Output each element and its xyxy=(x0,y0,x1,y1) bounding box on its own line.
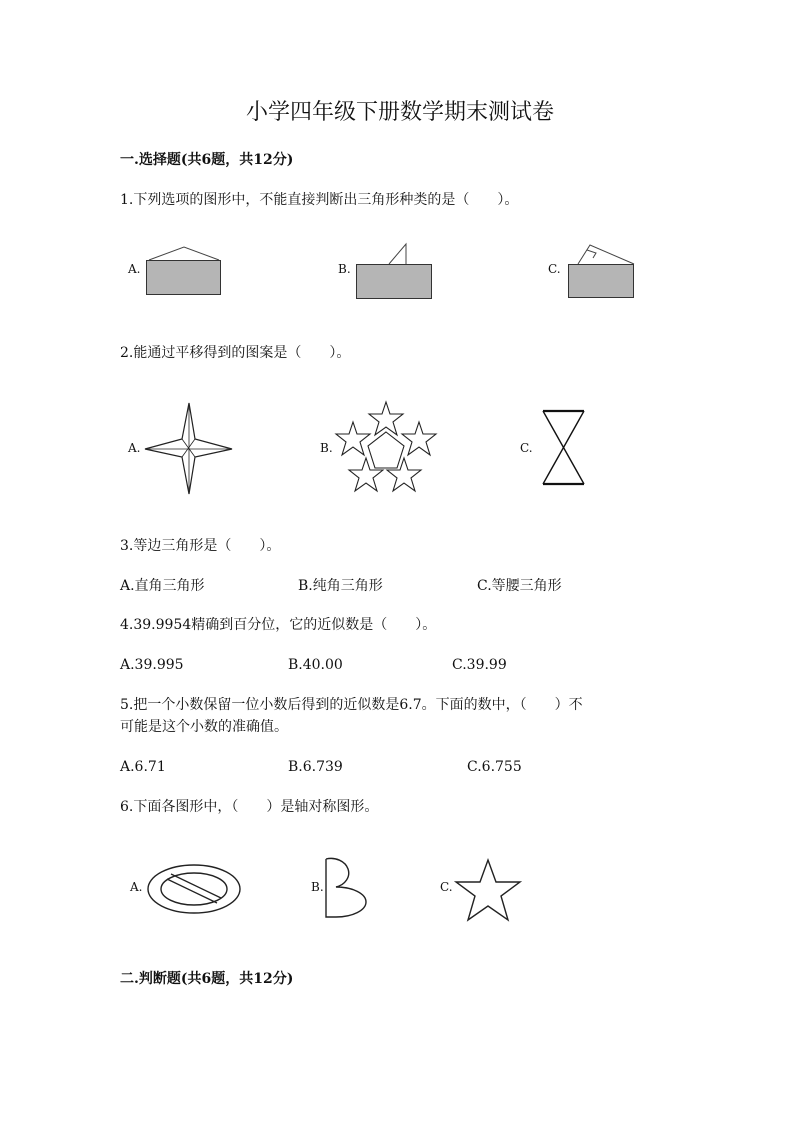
q1-option-a-figure xyxy=(146,246,222,298)
q2-option-a-figure xyxy=(140,400,236,498)
q3-option-b: B.纯角三角形 xyxy=(298,578,383,594)
q3-option-a: A.直角三角形 xyxy=(120,578,205,594)
q2-option-c-label: C. xyxy=(520,441,533,455)
question-5-text-line2: 可能是这个小数的准确值。 xyxy=(120,719,288,735)
q1-option-b-label: B. xyxy=(338,262,351,276)
q6-option-a-figure xyxy=(146,862,242,916)
q1-option-b-figure xyxy=(356,242,434,300)
question-2-text: 2.能通过平移得到的图案是（ ）。 xyxy=(120,345,351,361)
question-5-text: 5.把一个小数保留一位小数后得到的近似数是6.7。下面的数中，（ ）不 xyxy=(120,697,583,713)
q2-option-c-figure xyxy=(540,408,588,488)
q6-option-c-figure xyxy=(454,858,522,924)
q2-option-b-label: B. xyxy=(320,441,333,455)
q2-option-a-label: A. xyxy=(128,441,141,455)
question-3-text: 3.等边三角形是（ ）。 xyxy=(120,538,281,554)
q4-option-a: A.39.995 xyxy=(120,657,184,673)
q1-option-a-label: A. xyxy=(128,262,141,276)
q5-option-c: C.6.755 xyxy=(467,759,522,775)
section-heading-judgment: 二.判断题(共6题，共12分) xyxy=(120,971,294,987)
question-4-text: 4.39.9954精确到百分位，它的近似数是（ ）。 xyxy=(120,617,437,633)
section-heading-choice: 一.选择题(共6题，共12分) xyxy=(120,152,294,168)
q1-option-c-figure xyxy=(566,242,638,300)
question-1-text: 1.下列选项的图形中，不能直接判断出三角形种类的是（ ）。 xyxy=(120,192,519,208)
q3-option-c: C.等腰三角形 xyxy=(477,578,562,594)
q4-option-b: B.40.00 xyxy=(288,657,343,673)
q6-option-c-label: C. xyxy=(440,880,453,894)
q2-option-b-figure xyxy=(336,398,436,496)
q6-option-b-figure xyxy=(322,856,368,920)
q6-option-b-label: B. xyxy=(311,880,324,894)
q1-option-c-label: C. xyxy=(548,262,561,276)
q5-option-a: A.6.71 xyxy=(120,759,166,775)
q5-option-b: B.6.739 xyxy=(288,759,343,775)
q4-option-c: C.39.99 xyxy=(452,657,507,673)
page-title: 小学四年级下册数学期末测试卷 xyxy=(245,100,554,125)
question-6-text: 6.下面各图形中，（ ）是轴对称图形。 xyxy=(120,799,379,815)
q6-option-a-label: A. xyxy=(130,880,143,894)
